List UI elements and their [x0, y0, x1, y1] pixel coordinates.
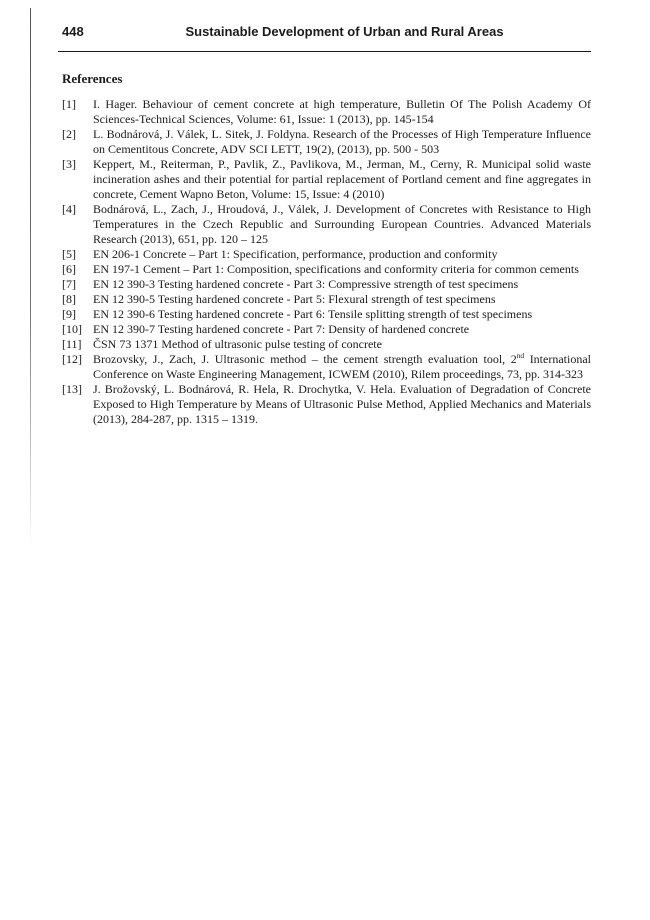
- page-number: 448: [62, 24, 84, 39]
- reference-label: [1]: [62, 97, 76, 111]
- running-title: Sustainable Development of Urban and Rural Areas: [185, 24, 504, 39]
- reference-item: [62, 382, 591, 427]
- reference-text: Keppert, M., Reiterman, P., Pavlik, Z., Pavlikova, M., Jerman, M., Cerny, R. Municipal solid waste incineration ashes and their potential for partial replacement of Portland cement and fine aggregates in concrete, Cement Wapno Beton, Volume: 15, Issue: 4 (2010): [93, 157, 591, 201]
- reference-text: EN 12 390-6 Testing hardened concrete - Part 6: Tensile splitting strength of test specimens: [93, 307, 533, 321]
- reference-label: [12]: [62, 352, 82, 366]
- reference-label: [9]: [62, 307, 76, 321]
- reference-item: [62, 292, 591, 307]
- reference-label: [13]: [62, 382, 82, 396]
- reference-label: [11]: [62, 337, 82, 351]
- ordinal-superscript: nd: [516, 351, 525, 360]
- reference-item: [62, 247, 591, 262]
- reference-item: [62, 97, 591, 127]
- reference-label: [5]: [62, 247, 76, 261]
- reference-item: [62, 262, 591, 277]
- reference-text: L. Bodnárová, J. Válek, L. Sitek, J. Foldyna. Research of the Processes of High Temperature Influence on Cementitous Concrete, ADV SCI LETT, 19(2), (2013), pp. 500 - 503: [93, 127, 591, 156]
- reference-text: J. Brožovský, L. Bodnárová, R. Hela, R. Drochytka, V. Hela. Evaluation of Degradation of Concrete Exposed to High Temperature by Means of Ultrasonic Pulse Method, Applied Mechanics and Materials (2013), 284-287, pp. 1315 – 1319.: [93, 382, 591, 426]
- reference-item: [62, 157, 591, 202]
- reference-item: [62, 202, 591, 247]
- reference-text: EN 197-1 Cement – Part 1: Composition, specifications and conformity criteria for common cements: [93, 262, 579, 276]
- reference-label: [7]: [62, 277, 76, 291]
- reference-label: [8]: [62, 292, 76, 306]
- reference-text: EN 12 390-3 Testing hardened concrete - Part 3: Compressive strength of test specimens: [93, 277, 519, 291]
- reference-text: Brozovsky, J., Zach, J. Ultrasonic method – the cement strength evaluation tool, 2nd International Conference on Waste Engineering Management, ICWEM (2010), Rilem proceedings, 73, pp. 314-323: [93, 351, 591, 381]
- reference-text: I. Hager. Behaviour of cement concrete at high temperature, Bulletin Of The Polish Academy Of Sciences-Technical Sciences, Volume: 61, Issue: 1 (2013), pp. 145-154: [93, 97, 591, 126]
- reference-label: [4]: [62, 202, 76, 216]
- reference-text: EN 12 390-5 Testing hardened concrete - Part 5: Flexural strength of test specimens: [93, 292, 496, 306]
- reference-text: ČSN 73 1371 Method of ultrasonic pulse testing of concrete: [93, 337, 382, 351]
- reference-item: [62, 127, 591, 157]
- page-header: [58, 24, 591, 40]
- header-rule: [58, 51, 591, 52]
- reference-item: [62, 322, 591, 337]
- reference-label: [6]: [62, 262, 76, 276]
- reference-text: Bodnárová, L., Zach, J., Hroudová, J., Válek, J. Development of Concretes with Resistance to High Temperatures in the Czech Republic and Surrounding European Countries. Advanced Materials Research (2013), 651, pp. 120 – 125: [93, 202, 591, 246]
- references-list: [62, 97, 591, 427]
- reference-label: [2]: [62, 127, 76, 141]
- reference-text: EN 206-1 Concrete – Part 1: Specification, performance, production and conformity: [93, 247, 498, 261]
- reference-item: [62, 307, 591, 322]
- references-heading: References: [62, 71, 123, 86]
- scan-artifact-line: [30, 8, 31, 550]
- reference-label: [10]: [62, 322, 82, 336]
- reference-label: [3]: [62, 157, 76, 171]
- reference-text: EN 12 390-7 Testing hardened concrete - Part 7: Density of hardened concrete: [93, 322, 470, 336]
- reference-item: [62, 277, 591, 292]
- reference-item: [62, 352, 591, 382]
- reference-item: [62, 337, 591, 352]
